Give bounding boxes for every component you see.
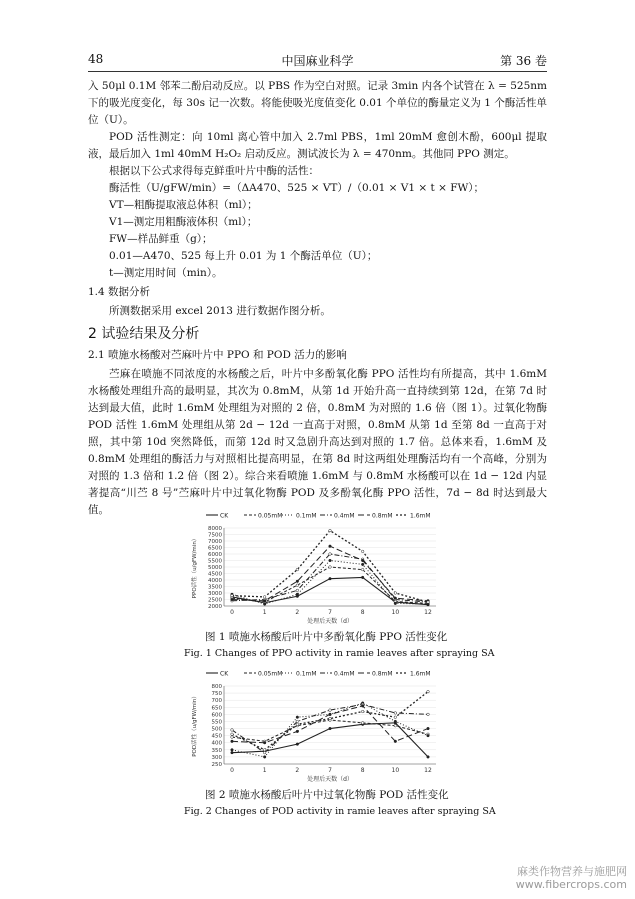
pod-x-tick-label: 1: [262, 767, 267, 774]
watermark-title: 麻类作物营养与施肥网: [517, 865, 627, 878]
pod-data-point: [230, 729, 233, 732]
pod-x-tick-label: 8: [360, 767, 365, 774]
pod-data-point: [361, 710, 364, 713]
running-header: [88, 52, 547, 68]
ppo-data-point: [230, 594, 233, 597]
ppo-data-point: [426, 601, 429, 604]
ppo-data-point: [296, 593, 299, 596]
pod-legend-label: 1.6mM: [409, 670, 431, 678]
pod-x-tick-label: 0: [229, 767, 234, 774]
pod-x-tick-label: 2: [294, 767, 299, 774]
ppo-data-point: [263, 596, 266, 599]
section-1-4-text: 所测数据采用 excel 2013 进行数据作图分析。: [109, 305, 331, 317]
ppo-data-point: [394, 592, 397, 595]
definition-vt: VT—粗酶提取液总体积（ml）；: [109, 199, 258, 211]
formula: 酶活性（U/gFW/min）=（ΔA470、525 × VT）/（0.01 × V1 × t × FW）；: [109, 182, 485, 194]
pod-data-point: [426, 727, 429, 730]
ppo-data-point: [394, 602, 397, 605]
pod-legend-label: 0.05mM: [257, 670, 282, 678]
pod-legend-label: 0.8mM: [371, 670, 393, 678]
ppo-y-tick-label: 7000: [207, 539, 222, 545]
figure-1-caption-cn: 图 1 喷施水杨酸后叶片中多酚氧化酶 PPO 活性变化: [205, 631, 448, 643]
ppo-data-point: [296, 584, 299, 587]
ppo-legend-label: CK: [219, 512, 228, 520]
figure-2: [88, 666, 547, 786]
pod-y-tick-label: 700: [211, 698, 222, 705]
pod-data-point: [328, 709, 331, 712]
ppo-data-point: [328, 559, 331, 562]
ppo-data-point: [361, 568, 364, 571]
pod-data-point: [328, 717, 331, 720]
ppo-legend-label: 0.05mM: [257, 512, 282, 520]
ppo-data-point: [296, 589, 299, 592]
ppo-data-point: [328, 553, 331, 556]
pod-data-point: [263, 751, 266, 754]
pod-legend-label: CK: [219, 670, 228, 678]
ppo-y-tick-label: 7500: [207, 532, 222, 539]
definition-unit: 0.01—A470、525 每上升 0.01 为 1 个酶活单位（U）；: [109, 250, 378, 262]
pod-data-point: [230, 740, 233, 743]
pod-data-point: [394, 716, 397, 719]
watermark: [516, 865, 627, 891]
ppo-legend-label: 0.4mM: [333, 512, 355, 520]
pod-x-tick-label: 12: [423, 767, 432, 774]
definition-fw: FW—样品鲜重（g）；: [109, 233, 213, 245]
pod-data-point: [426, 756, 429, 759]
pod-y-tick-label: 350: [211, 747, 222, 754]
pod-line-chart: [188, 666, 448, 786]
section-1-4-heading: 1.4 数据分析: [88, 286, 151, 298]
ppo-y-tick-label: 3500: [207, 584, 222, 591]
ppo-y-tick-label: 5000: [207, 565, 222, 571]
ppo-data-point: [263, 600, 266, 603]
definition-t: t—测定用时间（min）。: [109, 267, 223, 279]
pod-data-point: [296, 716, 299, 719]
pod-data-point: [426, 690, 429, 693]
ppo-x-tick-label: 8: [360, 609, 365, 616]
ppo-data-point: [361, 559, 364, 562]
ppo-data-point: [361, 550, 364, 553]
paragraph-pod-method: POD 活性测定：向 10ml 离心管中加入 2.7ml PBS，1ml 20mM 愈创木酚，600μl 提取液，最后加入 1ml 40mM H₂O₂ 启动反应。测试波长为 λ = 470nm。其他同 PPO 测定。: [88, 131, 547, 160]
watermark-url: www.fibercrops.com: [515, 878, 627, 891]
pod-series-0.05mM: [230, 719, 429, 743]
ppo-y-axis-title: PPO活性（u/gFW/min）: [191, 535, 198, 599]
figure-1: [88, 508, 547, 628]
ppo-x-tick-label: 1: [262, 609, 267, 616]
pod-data-point: [361, 705, 364, 708]
ppo-x-axis-title: 处理后天数（d）: [306, 618, 353, 625]
pod-y-tick-label: 450: [211, 733, 222, 740]
section-2-heading: 2 试验结果及分析: [88, 326, 200, 342]
ppo-series-line: [232, 567, 428, 603]
ppo-legend-label: 0.8mM: [371, 512, 393, 520]
pod-data-point: [230, 733, 233, 736]
pod-data-point: [328, 727, 331, 730]
pod-data-point: [230, 736, 233, 739]
pod-legend-label: 0.1mM: [295, 670, 317, 678]
ppo-x-tick-label: 12: [423, 609, 432, 616]
pod-series-line: [232, 720, 428, 741]
ppo-y-tick-label: 8000: [207, 526, 222, 532]
pod-data-point: [263, 741, 266, 744]
pod-data-point: [394, 724, 397, 727]
pod-y-tick-label: 300: [211, 754, 222, 761]
pod-legend: [206, 671, 431, 678]
pod-data-point: [296, 723, 299, 726]
pod-y-tick-label: 600: [211, 712, 222, 719]
pod-y-axis-title: POD活性（u/gFW/min）: [191, 693, 198, 757]
ppo-x-tick-label: 0: [229, 609, 234, 616]
pod-y-tick-label: 750: [211, 691, 222, 698]
ppo-x-tick-label: 2: [294, 609, 299, 616]
ppo-legend: [206, 513, 431, 520]
section-2-1-heading: 2.1 喷施水杨酸对苎麻叶片中 PPO 和 POD 活力的影响: [88, 349, 347, 361]
ppo-data-point: [296, 580, 299, 583]
pod-y-tick-label: 500: [211, 726, 222, 733]
ppo-y-tick-label: 4000: [207, 578, 222, 584]
pod-data-point: [296, 730, 299, 733]
pod-y-tick-label: 650: [211, 705, 222, 712]
section-2-1-text: 苎麻在喷施不同浓度的水杨酸之后，叶片中多酚氧化酶 PPO 活性均有所提高，其中 1.6mM 水杨酸处理组升高的最明显，其次为 0.8mM，从第 1d 开始升高一直持续到第 12d，在第 7d 时达到最大值，此时 1.6mM 处理组为对照的 2 倍，0.8mM 为对照的 1.6 倍（图 1）。过氧化物酶 POD 活性 1.6mM 处理组从第 2d − 12d 一直高于对照，0.8mM 从第 1d 至第 8d 一直高于对照，其中第 10d 突然降低，而第 12d 时又急剧升高达到对照的 1.7 倍。总体来看，1.6mM 及 0.8mM 处理组的酶活力与对照相比提高明显，在第 8d 时这两组处理酶活均有一个高峰，分别为对照的 1.3 倍和 1.2 倍（图 2）。综合来看喷施 1.6mM 与 0.8mM 水杨酸可以在 1d − 12d 内显著提高“川苎 8 号”苎麻叶片中过氧化物酶 POD 及多酚氧化酶 PPO 活性，7d − 8d 时达到最大值。: [88, 368, 547, 516]
pod-y-tick-label: 250: [211, 762, 222, 768]
figure-1-caption-en: Fig. 1 Changes of PPO activity in ramie leaves after spraying SA: [184, 648, 495, 659]
ppo-data-point: [328, 529, 331, 532]
ppo-y-tick-label: 6000: [207, 552, 222, 558]
ppo-data-point: [328, 566, 331, 569]
pod-data-point: [426, 713, 429, 716]
ppo-data-point: [296, 568, 299, 571]
ppo-data-point: [361, 576, 364, 579]
pod-data-point: [230, 751, 233, 754]
ppo-y-tick-label: 2500: [207, 597, 222, 604]
ppo-x-tick-label: 7: [327, 609, 332, 616]
pod-data-point: [230, 749, 233, 752]
pod-x-tick-label: 10: [391, 767, 399, 774]
pod-data-point: [263, 749, 266, 752]
ppo-line-chart: [188, 508, 448, 628]
ppo-legend-label: 1.6mM: [409, 512, 431, 520]
ppo-y-tick-label: 6500: [207, 545, 222, 552]
pod-data-point: [296, 720, 299, 723]
paragraph-ppo-method: 入 50μl 0.1M 邻苯二酚启动反应。以 PBS 作为空白对照。记录 3min 内各个试管在 λ = 525nm 下的吸光度变化，每 30s 记一次数。将能使吸光度值变化 0.01 个单位的酶量定义为 1 个酶活性单位（U）。: [88, 80, 547, 126]
pod-data-point: [394, 740, 397, 743]
pod-x-tick-label: 7: [327, 767, 332, 774]
ppo-legend-label: 0.1mM: [295, 512, 317, 520]
pod-data-point: [361, 722, 364, 725]
volume-number: 第 36 卷: [500, 54, 547, 68]
pod-data-point: [394, 720, 397, 723]
ppo-y-tick-label: 3000: [207, 591, 222, 597]
figure-2-caption-cn: 图 2 喷施水杨酸后叶片中过氧化物酶 POD 活性变化: [205, 789, 449, 801]
pod-data-point: [296, 743, 299, 746]
pod-data-point: [263, 756, 266, 759]
ppo-y-tick-label: 4500: [207, 571, 222, 578]
ppo-y-tick-label: 5500: [207, 558, 222, 565]
ppo-data-point: [263, 603, 266, 606]
article-body: [88, 78, 547, 519]
ppo-y-tick-label: 2000: [207, 604, 222, 610]
pod-data-point: [328, 713, 331, 716]
ppo-data-point: [328, 545, 331, 548]
pod-y-tick-label: 400: [211, 740, 222, 747]
page-number: 48: [88, 52, 104, 66]
pod-x-axis-title: 处理后天数（d）: [306, 776, 353, 783]
ppo-data-point: [328, 577, 331, 580]
ppo-series-CK: [230, 576, 429, 606]
journal-title: 中国麻业科学: [281, 54, 354, 68]
ppo-data-point: [394, 597, 397, 600]
pod-data-point: [426, 734, 429, 737]
ppo-x-tick-label: 10: [391, 609, 399, 616]
figure-2-caption-en: Fig. 2 Changes of POD activity in ramie leaves after spraying SA: [184, 806, 496, 817]
pod-y-tick-label: 800: [211, 684, 222, 690]
header-rule: [88, 71, 547, 72]
pod-y-tick-label: 550: [211, 719, 222, 726]
pod-legend-label: 0.4mM: [333, 670, 355, 678]
ppo-data-point: [361, 563, 364, 566]
pod-data-point: [394, 712, 397, 715]
paragraph-formula-intro: 根据以下公式求得每克鲜重叶片中酶的活性：: [109, 165, 319, 177]
ppo-data-point: [230, 598, 233, 601]
definition-v1: V1—测定用粗酶液体积（ml）；: [109, 216, 258, 228]
